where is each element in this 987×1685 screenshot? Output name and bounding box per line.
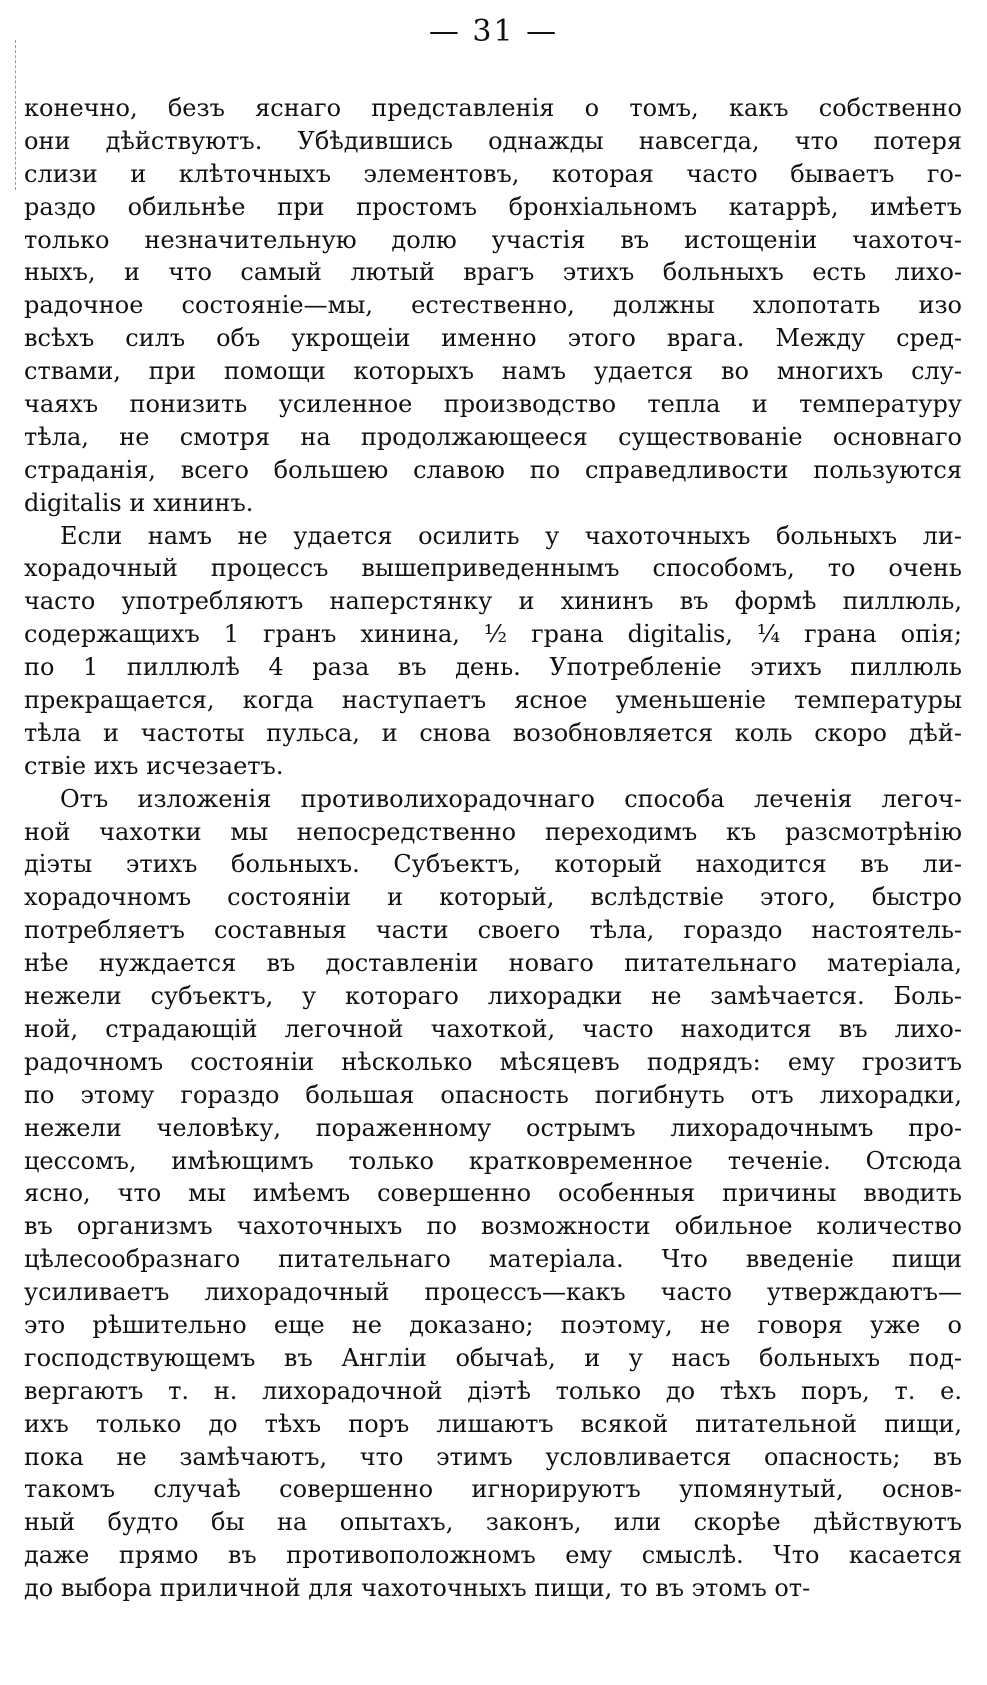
margin-rule [15,40,16,190]
text-line: раздо обильнѣе при простомъ бронхіальномъ катаррѣ, имѣетъ [24,192,962,221]
text-line: цѣлесообразнаго питательнаго матеріала. Что введеніе пищи [24,1245,962,1274]
text-line: даже прямо въ противоположномъ ему смыслѣ. Что касается [24,1541,962,1570]
text-line: хорадочный процессъ вышеприведеннымъ способомъ, то очень [24,554,962,583]
text-line: по этому гораздо большая опасность погибнуть отъ лихорадки, [24,1080,962,1109]
text-line: ихъ только до тѣхъ поръ лишаютъ всякой питательной пищи, [24,1409,962,1438]
text-line: Отъ изложенія противолихорадочнаго способа леченія легоч- [60,784,962,813]
text-line: ной чахотки мы непосредственно переходимъ къ разсмотрѣнію [24,817,962,846]
text-line: нежели человѣку, пораженному острымъ лихорадочнымъ про- [24,1113,962,1142]
text-line: конечно, безъ яснаго представленія о томъ, какъ собственно [24,94,962,122]
text-line: тѣла, не смотря на продолжающееся существованіе основнаго [24,422,962,451]
text-line: ный будто бы на опытахъ, законъ, или скорѣе дѣйствуютъ [24,1508,962,1537]
paragraph-2 [24,520,962,783]
text-line: радочномъ состояніи нѣсколько мѣсяцевъ подрядъ: ему грозитъ [24,1047,962,1076]
text-line: Если намъ не удается осилить у чахоточныхъ больныхъ ли- [60,521,962,550]
text-line: хорадочномъ состояніи и который, вслѣдствіе этого, быстро [24,883,962,912]
text-line: вергаютъ т. н. лихорадочной діэтѣ только до тѣхъ поръ, т. е. [24,1376,962,1405]
text-line: по 1 пиллюлѣ 4 раза въ день. Употребленіе этихъ пиллюль [24,653,962,682]
text-line: господствующемъ въ Англіи обычаѣ, и у насъ больныхъ под- [24,1343,962,1372]
body-text [24,92,962,1605]
paragraph-1 [24,92,962,520]
text-line: ствіе ихъ исчезаетъ. [24,751,284,780]
text-line: ясно, что мы имѣемъ совершенно особенныя причины вводить [24,1179,962,1208]
text-line: чаяхъ понизить усиленное производство тепла и температуру [24,390,962,419]
text-line: тѣла и частоты пульса, и снова возобновляется коль скоро дѣй- [24,718,962,747]
text-line: содержащихъ 1 гранъ хинина, ½ грана digitalis, ¼ грана опія; [24,620,962,649]
page-number: — 31 — [428,14,559,49]
text-line: усиливаетъ лихорадочный процессъ—какъ часто утверждаютъ— [24,1278,962,1307]
text-line: слизи и клѣточныхъ элементовъ, которая часто бываетъ го- [24,159,962,188]
text-line: только незначительную долю участія въ истощеніи чахоточ- [24,225,962,254]
text-line: радочное состояніе—мы, естественно, должны хлопотать изо [24,291,962,320]
text-line: страданія, всего большею славою по справедливости пользуются [24,455,962,484]
text-line: потребляетъ составныя части своего тѣла, гораздо настоятель- [24,916,962,945]
text-line: нѣе нуждается въ доставленіи новаго питательнаго матеріала, [24,949,962,978]
text-line: въ организмъ чахоточныхъ по возможности обильное количество [24,1212,962,1241]
text-line: часто употребляютъ наперстянку и хининъ въ формѣ пиллюль, [24,587,962,616]
text-line: всѣхъ силъ объ укрощеіи именно этого врага. Между сред- [24,324,962,353]
text-line: такомъ случаѣ совершенно игнорируютъ упомянутый, основ- [24,1475,962,1504]
text-line: ныхъ, и что самый лютый врагъ этихъ больныхъ есть лихо- [24,258,962,287]
text-line: діэты этихъ больныхъ. Субъектъ, который находится въ ли- [24,850,962,879]
text-line: прекращается, когда наступаетъ ясное уменьшеніе температуры [24,686,962,715]
text-line: digitalis и хининъ. [24,488,254,517]
text-line: ной, страдающій легочной чахоткой, часто находится въ лихо- [24,1014,962,1043]
text-line: они дѣйствуютъ. Убѣдившись однажды навсегда, что потеря [24,126,962,155]
text-line: ствами, при помощи которыхъ намъ удается во многихъ слу- [24,357,962,386]
text-line: это рѣшительно еще не доказано; поэтому, не говоря уже о [24,1310,962,1339]
paragraph-3 [24,783,962,1605]
text-line: до выбора приличной для чахоточныхъ пищи, то въ этомъ от- [24,1574,811,1603]
text-line: пока не замѣчаютъ, что этимъ условливается опасность; въ [24,1442,962,1471]
text-line: цессомъ, имѣющимъ только кратковременное теченіе. Отсюда [24,1146,962,1175]
text-line: нежели субъектъ, у котораго лихорадки не замѣчается. Боль- [24,982,962,1011]
